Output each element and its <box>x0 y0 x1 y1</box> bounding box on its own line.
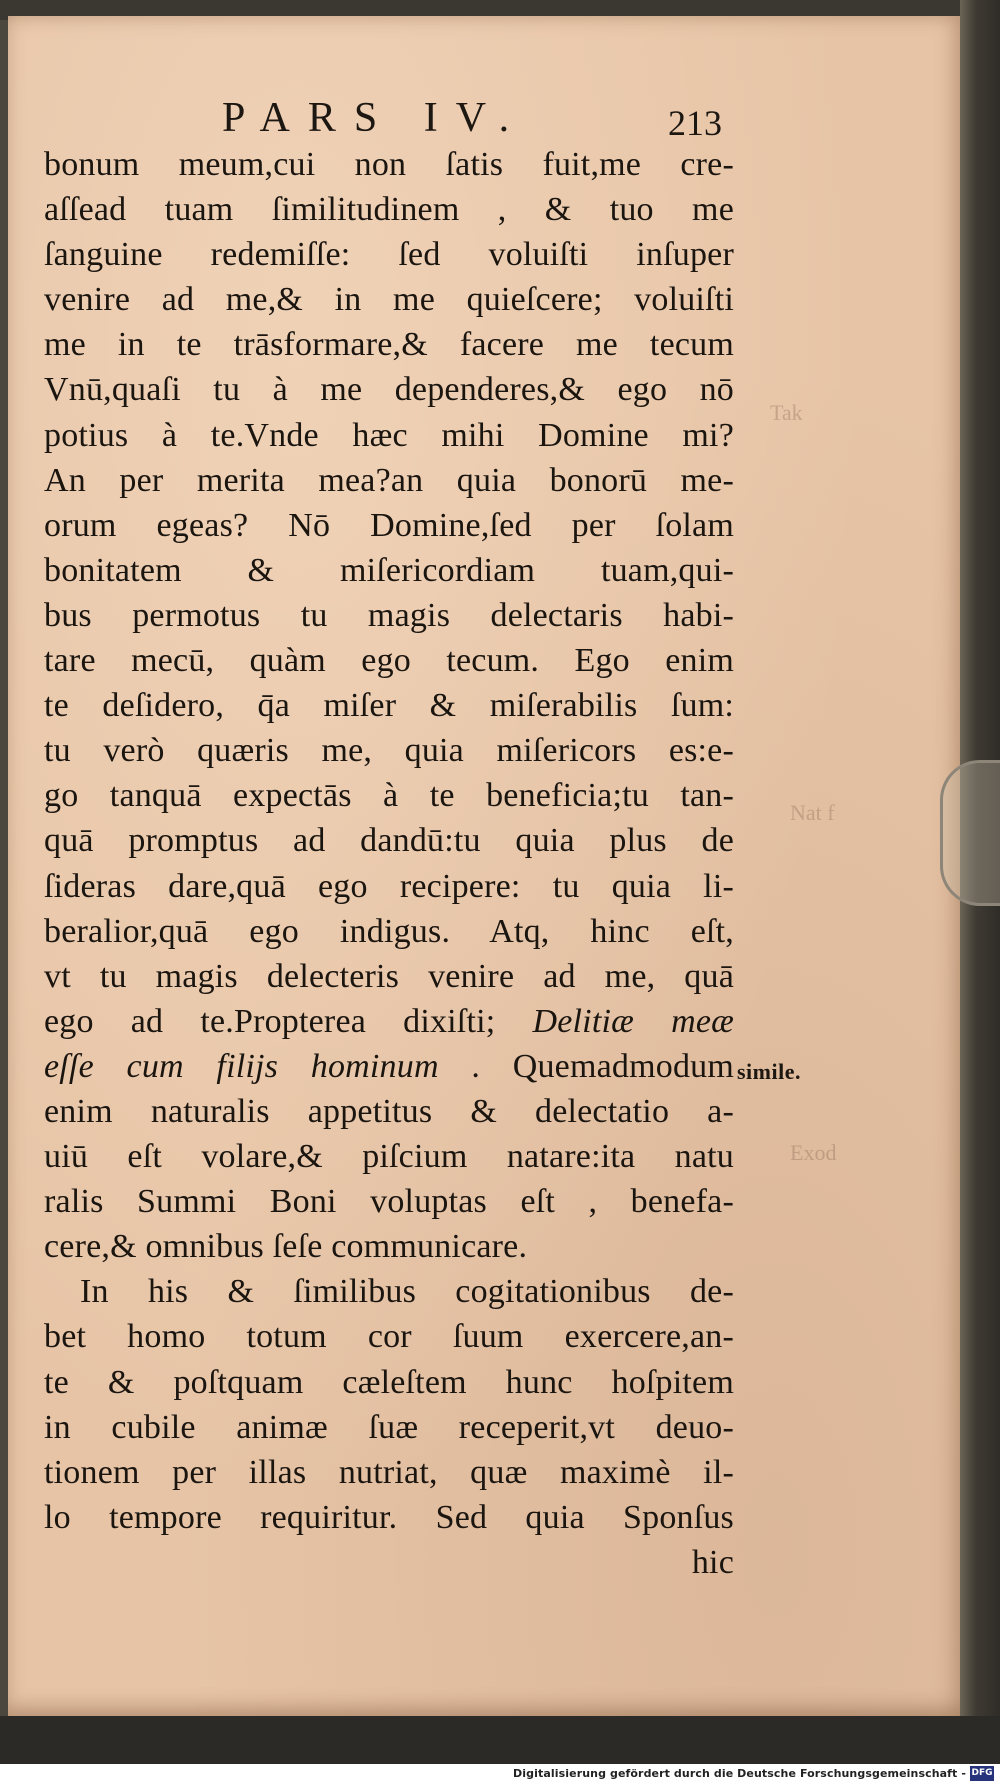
text-line: aſſead tuam ſimilitudinem , & tuo me <box>44 191 734 229</box>
body-text <box>44 142 734 1585</box>
text-line: tare mecū, quàm ego tecum. Ego enim <box>44 642 734 680</box>
text-line: ſideras dare,quā ego recipere: tu quia li- <box>44 867 734 905</box>
scripture-quote: eſſe cum filijs hominum <box>44 1047 439 1085</box>
text-line: bus permotus tu magis delectaris habi- <box>44 596 734 634</box>
text-line: lo tempore requiritur. Sed quia Sponſus <box>44 1498 734 1536</box>
text-line-with-quote <box>44 1044 734 1089</box>
text-segment: ego ad te.Propterea dixiſti; <box>44 1002 496 1040</box>
text-line: bonitatem & miſericordiam tuam,qui- <box>44 551 734 589</box>
text-line: An per merita mea?an quia bonorū me- <box>44 461 734 499</box>
text-line: vt tu magis delecteris venire ad me, quā <box>44 957 734 995</box>
scripture-quote: Delitiæ meæ <box>532 1002 734 1040</box>
text-line: bonum meum,cui non ſatis fuit,me cre- <box>44 146 734 183</box>
text-line: orum egeas? Nō Domine,ſed per ſolam <box>44 506 734 544</box>
page-header <box>46 94 726 142</box>
text-line: cere,& omnibus ſeſe communicare. <box>44 1228 528 1266</box>
show-through-bleed: Exod <box>790 1140 837 1165</box>
text-line: Vnū,quaſi tu à me dependeres,& ego nō <box>44 371 734 409</box>
text-line: tionem per illas nutriat, quæ maximè il- <box>44 1453 734 1491</box>
text-line: potius à te.Vnde hæc mihi Domine mi? <box>44 416 734 454</box>
text-line: in cubile animæ ſuæ receperit,vt deuo- <box>44 1408 734 1446</box>
book-clasp <box>940 760 1000 906</box>
text-line: bet homo totum cor ſuum exercere,an- <box>44 1318 734 1356</box>
text-segment: . Quemadmodum <box>471 1047 734 1085</box>
dfg-logo: DFG <box>970 1766 994 1781</box>
text-line: uiū eſt volare,& piſcium natare:ita natu <box>44 1138 734 1176</box>
book-bottom-edge <box>0 1716 1000 1764</box>
text-line: go tanquā expectās à te beneficia;tu tan- <box>44 777 734 815</box>
funding-credit: Digitalisierung gefördert durch die Deutsche Forschungsgemeinschaft - <box>513 1767 966 1780</box>
text-line: ſanguine redemiſſe: ſed voluiſti inſuper <box>44 236 734 274</box>
text-line: te & poſtquam cæleſtem hunc hoſpitem <box>44 1363 734 1401</box>
catchword: hic <box>691 1543 734 1581</box>
paragraph-start-line: In his & ſimilibus cogitationibus de- <box>80 1273 734 1311</box>
text-line: enim naturalis appetitus & delectatio a- <box>44 1092 734 1130</box>
show-through-bleed: Tak <box>770 400 803 425</box>
text-line: quā promptus ad dandū:tu quia plus de <box>44 822 734 860</box>
show-through-bleed: Nat f <box>790 800 835 825</box>
text-line: beralior,quā ego indigus. Atq, hinc eſt, <box>44 912 734 950</box>
margin-note: simile. <box>737 1059 801 1084</box>
running-head: PARS IV. <box>222 95 528 141</box>
text-line: me in te trāsformare,& facere me tecum <box>44 326 734 364</box>
text-line: venire ad me,& in me quieſcere; voluiſti <box>44 281 734 319</box>
text-line-with-quote <box>44 999 734 1044</box>
page-number: 213 <box>668 103 722 143</box>
text-line: tu verò quæris me, quia miſericors es:e- <box>44 732 734 770</box>
text-line: te deſidero, q̄a miſer & miſerabilis ſum: <box>44 687 734 725</box>
text-line: ralis Summi Boni voluptas eſt , benefa- <box>44 1183 734 1221</box>
